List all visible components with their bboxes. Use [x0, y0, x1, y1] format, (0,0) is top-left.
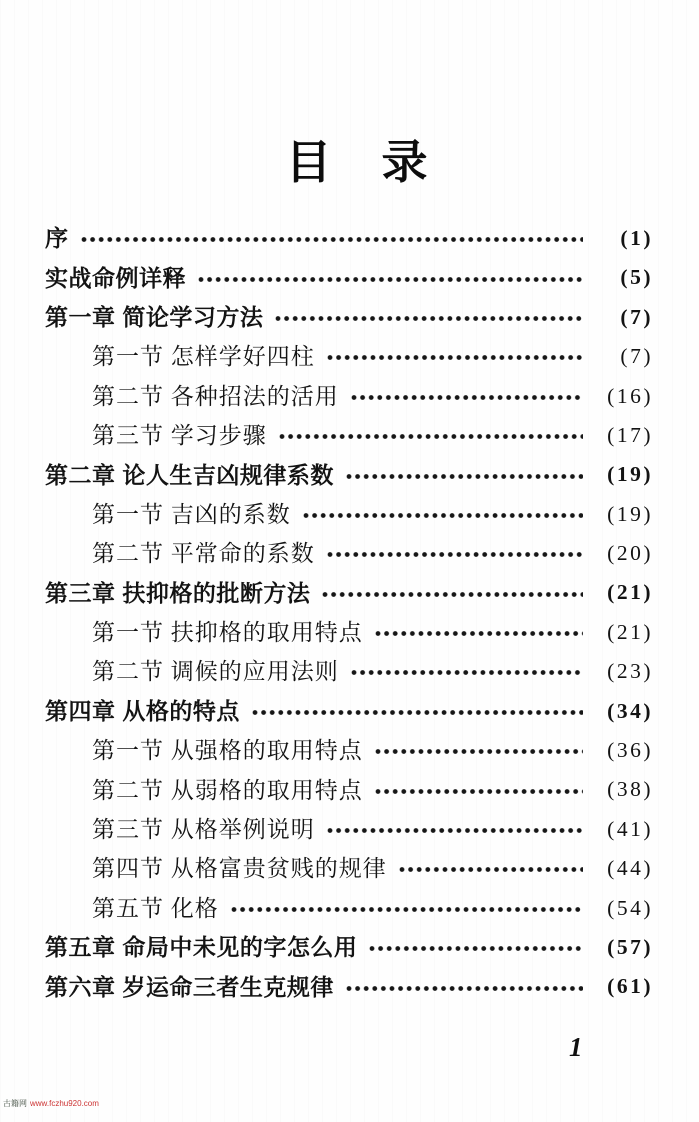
- toc-entry-label: 第五章 命局中未见的字怎么用: [45, 934, 358, 961]
- dot-leader: [327, 551, 583, 558]
- toc-entry: [45, 534, 653, 573]
- toc-entry-page-number: (20): [607, 541, 653, 566]
- dot-leader: [322, 591, 583, 598]
- toc-entry: [45, 731, 653, 770]
- toc-entry-label: 第一节 怎样学好四柱: [92, 344, 315, 370]
- toc-entry-label: 第二章 论人生吉凶规律系数: [45, 461, 334, 488]
- toc-entry-label: 第三章 扶抑格的批断方法: [45, 579, 311, 606]
- toc-entry-page-number: (54): [607, 895, 653, 920]
- dot-leader: [198, 276, 583, 283]
- toc-entry-label: 第二节 调候的应用法则: [92, 659, 339, 685]
- toc-entry-page-number: (23): [607, 659, 653, 684]
- toc-entry: [45, 337, 653, 376]
- dot-leader: [375, 748, 583, 755]
- dot-leader: [399, 866, 583, 873]
- dot-leader: [351, 394, 583, 401]
- toc-entry-label: 序: [45, 225, 69, 252]
- dot-leader: [346, 473, 583, 480]
- toc-entry: [45, 613, 653, 652]
- toc-entry-page-number: (38): [607, 777, 653, 802]
- toc-entry: [45, 455, 653, 494]
- toc-entry: [45, 258, 653, 297]
- toc-entry-page-number: (19): [607, 501, 653, 526]
- toc-entry-label: 第二节 平常命的系数: [92, 541, 315, 567]
- watermark-site-name: 古籍网: [3, 1099, 27, 1108]
- dot-leader: [351, 669, 583, 676]
- toc-entry: [45, 298, 653, 337]
- toc-entry: [45, 692, 653, 731]
- toc-entry-label: 第四节 从格富贵贫贱的规律: [92, 856, 387, 882]
- watermark-url: www.fczhu920.com: [30, 1099, 99, 1108]
- toc-entry: [45, 219, 653, 258]
- toc-entry-page-number: (41): [607, 816, 653, 841]
- toc-entry-label: 第二节 各种招法的活用: [92, 383, 339, 409]
- page-title: 目 录: [285, 136, 430, 188]
- toc-entry-page-number: (16): [607, 383, 653, 408]
- toc-entry-page-number: (7): [620, 344, 653, 369]
- toc-entry-page-number: (7): [620, 304, 653, 329]
- toc-entry: [45, 889, 653, 928]
- toc-entry-page-number: (44): [607, 856, 653, 881]
- toc-entry-label: 第二节 从弱格的取用特点: [92, 777, 363, 803]
- toc-entry-label: 第一节 吉凶的系数: [92, 501, 291, 527]
- toc-entry-label: 第一节 扶抑格的取用特点: [92, 620, 363, 646]
- toc-entry: [45, 810, 653, 849]
- toc-entry-label: 第五节 化格: [92, 895, 219, 921]
- dot-leader: [231, 906, 583, 913]
- toc-entry-label: 第三节 学习步骤: [92, 423, 267, 449]
- toc-entry-label: 实战命例详释: [45, 264, 186, 291]
- toc-entry-label: 第一节 从强格的取用特点: [92, 738, 363, 764]
- toc-entry-page-number: (17): [607, 422, 653, 447]
- dot-leader: [375, 788, 583, 795]
- dot-leader: [327, 827, 583, 834]
- dot-leader: [81, 236, 584, 243]
- toc-entry-page-number: (61): [607, 974, 653, 999]
- dot-leader: [346, 985, 583, 992]
- folio-page-number: 1: [569, 1032, 583, 1062]
- toc-entry: [45, 416, 653, 455]
- dot-leader: [252, 709, 583, 716]
- toc-entry: [45, 377, 653, 416]
- dot-leader: [303, 512, 583, 519]
- toc-entry-page-number: (36): [607, 738, 653, 763]
- watermark: [3, 1100, 99, 1109]
- toc-entry-page-number: (19): [607, 462, 653, 487]
- toc-entry-label: 第一章 简论学习方法: [45, 303, 264, 330]
- toc-entry-page-number: (34): [607, 698, 653, 723]
- toc-entry-page-number: (21): [607, 619, 653, 644]
- toc-entry: [45, 574, 653, 613]
- toc-entry-page-number: (1): [620, 225, 653, 250]
- toc-entry: [45, 495, 653, 534]
- toc-entry-page-number: (57): [607, 934, 653, 959]
- dot-leader: [279, 433, 583, 440]
- toc-entry: [45, 967, 653, 1006]
- toc-entry: [45, 928, 653, 967]
- dot-leader: [369, 945, 583, 952]
- toc-entry-page-number: (5): [620, 265, 653, 290]
- dot-leader: [327, 354, 583, 361]
- toc-entry: [45, 849, 653, 888]
- toc-entry: [45, 652, 653, 691]
- dot-leader: [275, 315, 583, 322]
- toc-entry-label: 第四章 从格的特点: [45, 697, 240, 724]
- toc-list: [45, 219, 653, 1007]
- toc-entry-label: 第三节 从格举例说明: [92, 817, 315, 843]
- toc-entry-label: 第六章 岁运命三者生克规律: [45, 973, 334, 1000]
- toc-entry: [45, 770, 653, 809]
- dot-leader: [375, 630, 583, 637]
- toc-entry-page-number: (21): [607, 580, 653, 605]
